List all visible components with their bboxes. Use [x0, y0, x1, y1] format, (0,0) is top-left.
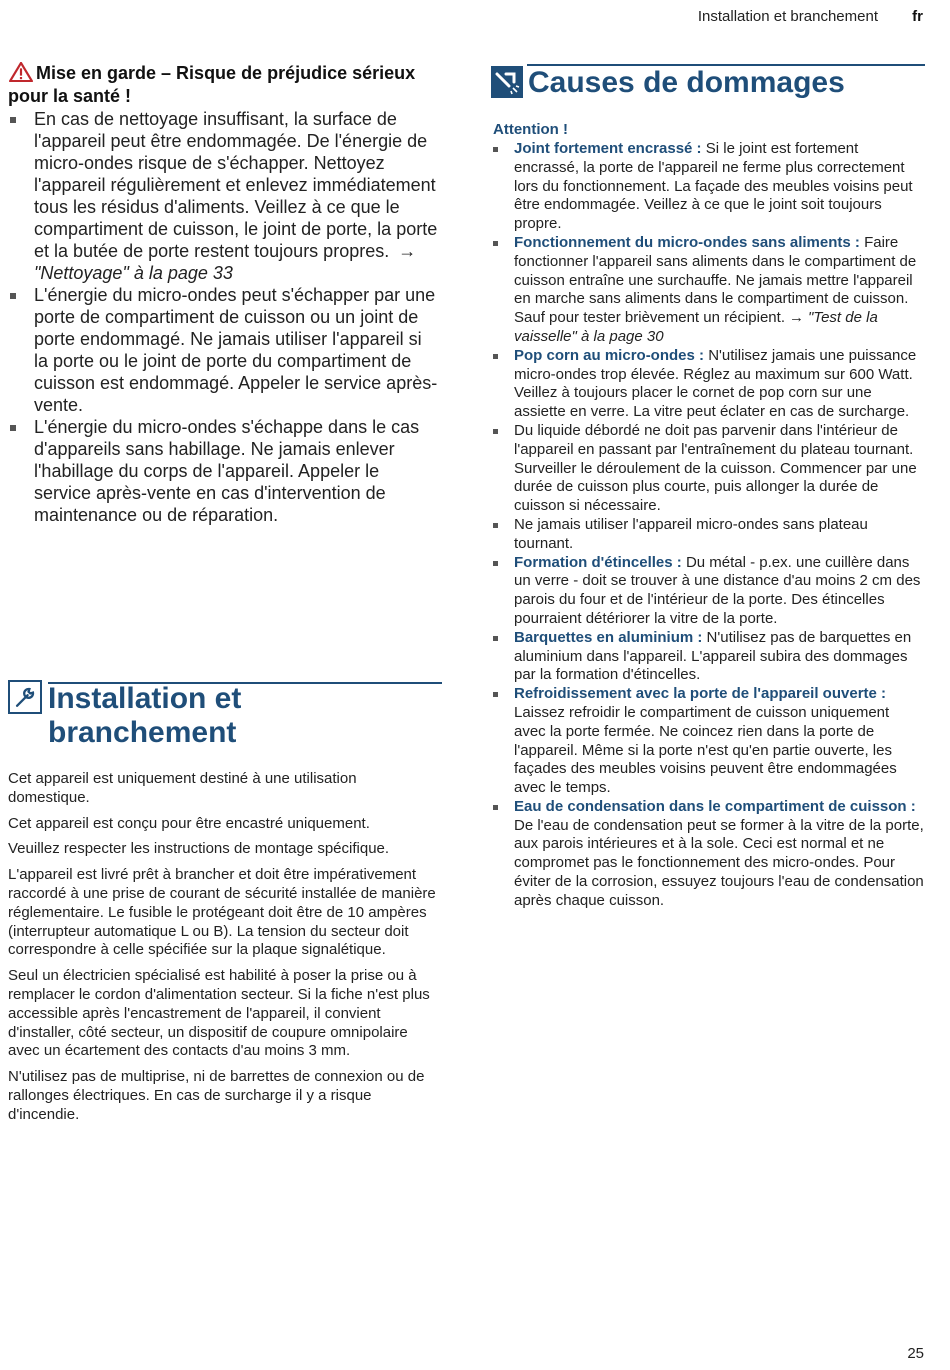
warning-list [8, 108, 440, 526]
damage-item [491, 422, 925, 516]
page-header [0, 8, 950, 30]
damage-item [491, 234, 925, 347]
damage-item-text: N'utilisez pas de barquettes en aluminium dans l'appareil. L'appareil subira des dommages par la formation d'étincelles. [514, 628, 912, 684]
warning-item-text: L'énergie du micro-ondes peut s'échapper par une porte de compartiment de cuisson ou un joint de porte endommagé. Ne jamais utiliser l'appareil si la porte ou le joint de porte du compartiment de cuisson est endommagé. Appeler le service après-vente. [34, 285, 438, 415]
damage-item-text: Laissez refroidir le compartiment de cuisson uniquement avec la porte fermée. Ne coincez rien dans la porte de l'appareil. Même si la porte n'est qu'en partie ouverte, les façades des meubles voisins peuvent être endommagées avec le temps. [514, 703, 897, 797]
damage-item-lead: Fonctionnement du micro-ondes sans aliments : [514, 233, 860, 251]
damage-list [491, 140, 925, 911]
damage-title: Causes de dommages [528, 66, 845, 99]
header-section-title: Installation et branchement [697, 8, 878, 25]
cross-reference-link[interactable]: "Nettoyage" à la page 33 [34, 263, 233, 283]
damage-item [491, 347, 925, 422]
warning-item [8, 284, 440, 416]
damage-item-text: Si le joint est fortement encrassé, la porte de l'appareil ne ferme plus correctement lors du fonctionnement. La façade des meubles voisins peut être endommagée. Veillez à ce que le joint soit toujours propre. [514, 140, 913, 233]
damage-item [491, 554, 925, 629]
damage-item [491, 629, 925, 685]
damage-item-lead: Refroidissement avec la porte de l'appareil ouverte : [514, 685, 887, 703]
damage-item [491, 685, 925, 798]
warning-item-text: En cas de nettoyage insuffisant, la surface de l'appareil peut être endommagée. De l'énergie de micro-ondes risque de s'échapper. Nettoyez l'appareil régulièrement et enlevez immédiatement tous les résidus d'aliments. Veillez à ce que le compartiment de cuisson, le joint de porte, la porte et la butée de porte restent toujours propres. [34, 109, 438, 261]
damage-hammer-icon [491, 66, 523, 98]
damage-item-lead: Formation d'étincelles : [514, 553, 682, 571]
installation-paragraph: L'appareil est livré prêt à brancher et doit être impérativement raccordé à une prise de courant de sécurité installée de manière réglementaire. Le fusible le protégeant doit être de 10 ampères (interrupteur automatique L ou B). La tension du secteur doit correspondre à celle spécifiée sur la plaque signalétique. [8, 866, 436, 959]
damage-item [491, 140, 925, 234]
warning-item [8, 108, 440, 284]
damage-item-lead: Joint fortement encrassé : [514, 140, 702, 157]
installation-title: Installation et branchement [48, 682, 242, 749]
installation-paragraph: Veuillez respecter les instructions de montage spécifique. [8, 840, 390, 858]
warning-title [8, 62, 440, 108]
damage-item-text: Ne jamais utiliser l'appareil micro-ondes sans plateau tournant. [514, 515, 868, 552]
warning-triangle-icon [8, 62, 34, 82]
installation-paragraph: Cet appareil est uniquement destiné à une utilisation domestique. [8, 770, 357, 806]
cross-reference-link[interactable]: "Test de la vaisselle" à la page 30 [514, 309, 878, 345]
page-number: 25 [907, 1345, 924, 1362]
damage-item-lead: Barquettes en aluminium : [514, 628, 703, 646]
damage-item-lead: Eau de condensation dans le compartiment de cuisson : [514, 797, 916, 815]
installation-paragraph: N'utilisez pas de multiprise, ni de barrettes de connexion ou de rallonges électriques. En cas de surcharge il y a risque d'incendie. [8, 1068, 425, 1123]
arrow-right-icon: → [788, 309, 804, 327]
warning-item [8, 416, 440, 526]
warning-item-text: L'énergie du micro-ondes s'échappe dans le cas d'appareils sans habillage. Ne jamais enlever l'habillage du corps de l'appareil. Appeler le service après-vente en cas d'intervention de maintenance ou de réparation. [34, 417, 420, 525]
language-code: fr [912, 8, 923, 25]
damage-item-text: Du liquide débordé ne doit pas parvenir dans l'intérieur de l'appareil en passant par l'entraînement du plateau tournant. Surveiller le déroulement de la cuisson. Commencer par une durée de cuisson plus courte, puis allonger la durée de cuisson si nécessaire. [514, 421, 917, 515]
damage-item-text: De l'eau de condensation peut se former à la vitre de la porte, aux parois intérieures et à la sole. Ceci est normal et ne compromet pas le fonctionnement des micro-ondes. Pour éviter de la corrosion, essuyez toujours l'eau de condensation après chaque cuisson. [514, 816, 924, 909]
damage-item-text: Du métal - p.ex. une cuillère dans un verre - doit se trouver à une distance d'au moins 2 cm des parois du four et de l'intérieur de la porte. Des étincelles pourraient détériorer la vitre de la porte. [514, 553, 921, 627]
warning-block [8, 62, 440, 526]
damage-item-text: N'utilisez jamais une puissance micro-ondes trop élevée. Réglez au maximum sur 600 Watt. Veillez à toujours placer le cornet de pop corn sur une assiette en verre. La vitre peut éclater en cas de surcharge. [514, 346, 917, 421]
wrench-icon [8, 680, 42, 714]
arrow-right-icon: → [398, 241, 417, 261]
installation-body [8, 770, 440, 1132]
installation-paragraph: Seul un électricien spécialisé est habilité à poser la prise ou à remplacer le cordon d'alimentation secteur. Si la fiche n'est plus accessible après l'encastrement de l'appareil, il convient d'installer, côté secteur, un dispositif de coupure omnipolaire avec un écartement des contacts d'au moins 3 mm. [8, 967, 430, 1060]
damage-item-lead: Pop corn au micro-ondes : [514, 346, 705, 364]
damage-item [491, 516, 925, 554]
warning-title-text: Mise en garde – Risque de préjudice sérieux pour la santé ! [8, 63, 416, 106]
damage-item [491, 798, 925, 911]
damage-item-text: Faire fonctionner l'appareil sans aliments dans le compartiment de cuisson entraîne une surchauffe. Ne jamais mettre l'appareil en marche sans aliments dans le compartiment de cuisson. Sauf pour tester brièvement un récipient. [514, 233, 917, 327]
installation-paragraph: Cet appareil est conçu pour être encastré uniquement. [8, 814, 370, 832]
attention-label: Attention ! [493, 121, 568, 138]
